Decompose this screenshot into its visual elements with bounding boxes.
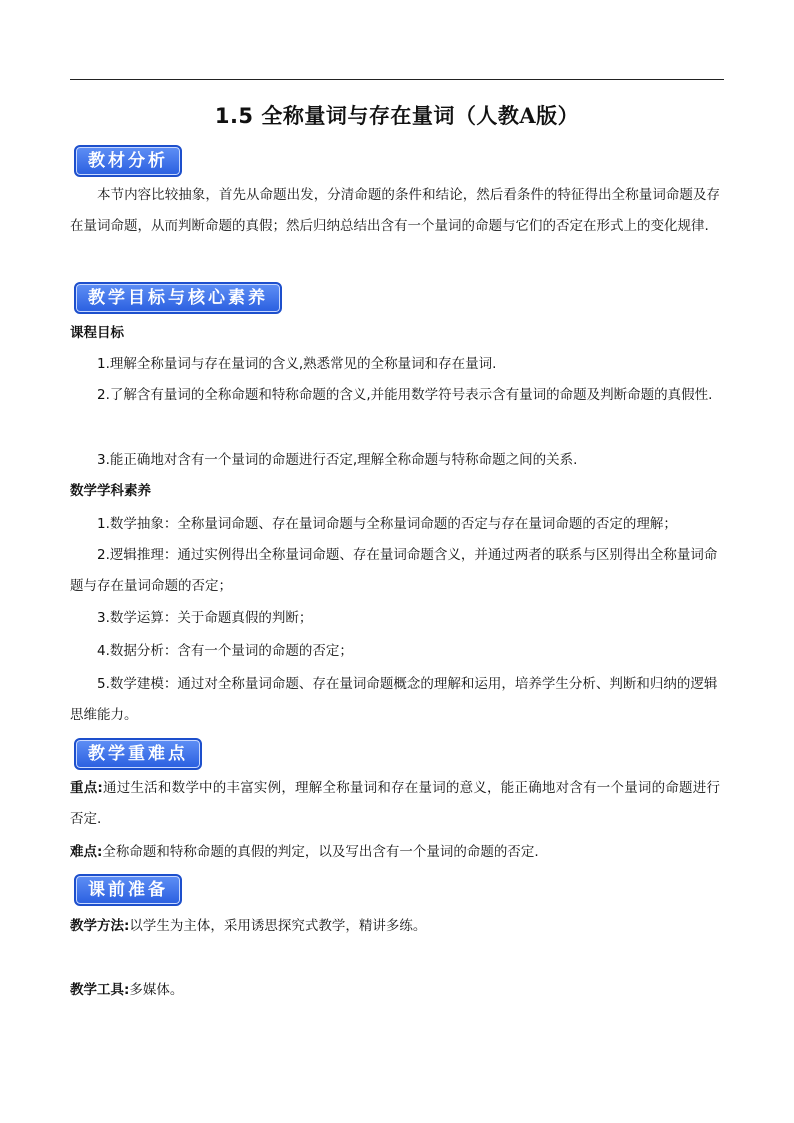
literacy-item: 5.数学建模：通过对全称量词命题、存在量词命题概念的理解和运用，培养学生分析、判断和归纳的逻辑思维能力。: [70, 676, 718, 723]
section-badge-goals: 教学目标与核心素养: [74, 282, 282, 314]
method-label: 教学方法:: [70, 918, 130, 934]
literacy-item: 4.数据分析：含有一个量词的命题的否定；: [97, 643, 353, 659]
course-goal-item: 1.理解全称量词与存在量词的含义,熟悉常见的全称量词和存在量词.: [97, 356, 497, 372]
difficulty-paragraph: [70, 837, 720, 868]
difficulty-label: 难点:: [70, 844, 103, 860]
focus-paragraph: [70, 773, 720, 835]
section-badge-material: 教材分析: [74, 145, 182, 177]
literacy-item: 1.数学抽象：全称量词命题、存在量词命题与全称量词命题的否定与存在量词命题的否定的理解；: [97, 516, 677, 532]
tool-paragraph: [70, 975, 720, 1006]
course-goal-item: 2.了解含有量词的全称命题和特称命题的含义,并能用数学符号表示含有量词的命题及判断命题的真假性.: [97, 387, 713, 403]
literacy-heading: 数学学科素养: [70, 483, 151, 499]
focus-label: 重点:: [70, 780, 103, 796]
tool-text: 多媒体。: [129, 982, 184, 998]
method-text: 以学生为主体，采用诱思探究式教学，精讲多练。: [129, 918, 427, 934]
section-badge-prep: 课前准备: [74, 874, 182, 906]
focus-text: 通过生活和数学中的丰富实例，理解全称量词和存在量词的意义，能正确地对含有一个量词的命题进行否定.: [70, 780, 720, 827]
title-suffix: （人教A版）: [454, 103, 580, 128]
title-main: 1.5 全称量词与存在量词: [214, 104, 455, 128]
material-paragraph: 本节内容比较抽象，首先从命题出发，分清命题的条件和结论，然后看条件的特征得出全称量词命题及存在量词命题，从而判断命题的真假；然后归纳总结出含有一个量词的命题与它们的否定在形式上的变化规律.: [70, 187, 720, 234]
literacy-item: 3.数学运算：关于命题真假的判断；: [97, 610, 313, 626]
literacy-item: 2.逻辑推理：通过实例得出全称量词命题、存在量词命题含义，并通过两者的联系与区别得出全称量词命题与存在量词命题的否定；: [70, 547, 718, 594]
course-goal-item: 3.能正确地对含有一个量词的命题进行否定,理解全称命题与特称命题之间的关系.: [97, 452, 578, 468]
tool-label: 教学工具:: [70, 982, 130, 998]
page-title: [0, 100, 794, 130]
section-badge-key: 教学重难点: [74, 738, 202, 770]
course-goals-heading: 课程目标: [70, 325, 124, 341]
method-paragraph: [70, 911, 720, 942]
header-rule: [70, 79, 724, 80]
difficulty-text: 全称命题和特称命题的真假的判定，以及写出含有一个量词的命题的否定.: [102, 844, 539, 860]
